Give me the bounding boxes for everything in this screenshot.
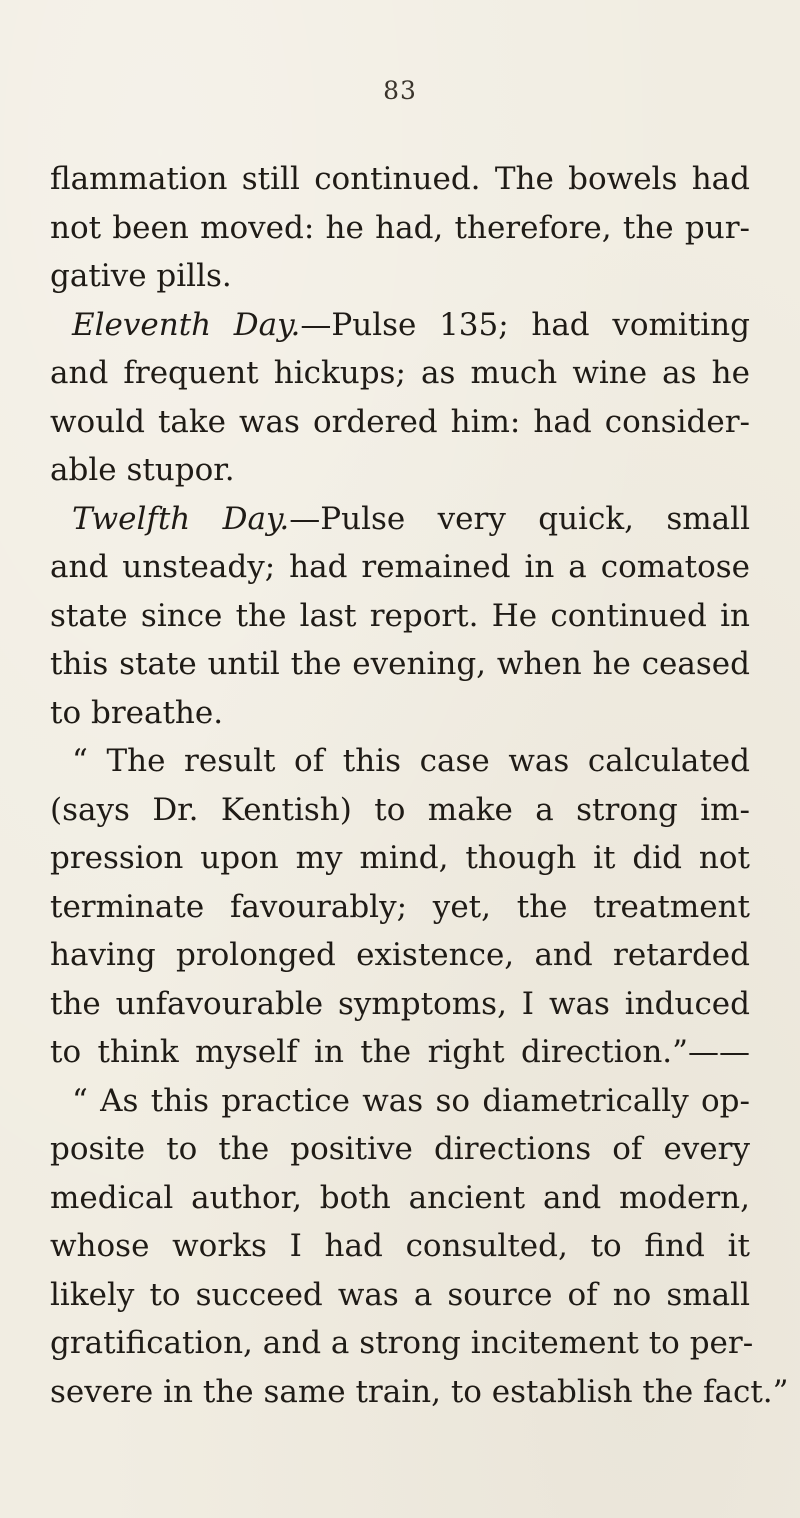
text-line: not been moved: he had, therefore, the pur- — [50, 209, 750, 246]
text-line: to breathe. — [50, 694, 224, 731]
text-line: whose works I had consulted, to find it — [50, 1228, 750, 1264]
text-line: posite to the positive directions of every — [50, 1131, 750, 1167]
text-line: the unfavourable symptoms, I was induced — [50, 985, 750, 1022]
text-line: “ As this practice was so diametrically op- — [72, 1082, 750, 1119]
body-text — [50, 155, 789, 1416]
day-heading-twelfth: Twelfth Day. — [72, 500, 290, 537]
text-line: this state until the evening, when he ceased — [50, 646, 750, 682]
text-line: having prolonged existence, and retarded — [50, 937, 750, 973]
text-line: gratification, and a strong incitement to per- — [50, 1325, 754, 1361]
text-line: to think myself in the right direction.”—— — [50, 1034, 750, 1070]
text-fragment: —Pulse 135; had vomiting — [300, 306, 750, 343]
text-line: likely to succeed was a source of no small — [50, 1276, 750, 1313]
text-line: state since the last report. He continued in — [50, 597, 750, 634]
text-line: would take was ordered him: had consider- — [50, 403, 750, 440]
text-line: medical author, both ancient and modern, — [50, 1179, 750, 1216]
text-line: severe in the same train, to establish the fact.” — [50, 1373, 789, 1410]
page-number: 83 — [383, 76, 417, 105]
text-fragment: —Pulse very quick, small — [289, 500, 750, 537]
text-line: “ The result of this case was calculated — [72, 743, 750, 779]
text-line: (says Dr. Kentish) to make a strong im- — [50, 791, 750, 828]
text-line-twelfth-day — [50, 495, 750, 544]
text-line: and frequent hickups; as much wine as he — [50, 355, 750, 391]
text-line: terminate favourably; yet, the treatment — [50, 888, 750, 925]
text-line-eleventh-day — [50, 301, 750, 350]
text-line: able stupor. — [50, 452, 235, 488]
text-line: flammation still continued. The bowels had — [50, 161, 750, 197]
text-line: and unsteady; had remained in a comatose — [50, 549, 750, 585]
day-heading-eleventh: Eleventh Day. — [72, 306, 301, 343]
text-line: gative pills. — [50, 258, 232, 294]
text-line: pression upon my mind, though it did not — [50, 840, 750, 876]
